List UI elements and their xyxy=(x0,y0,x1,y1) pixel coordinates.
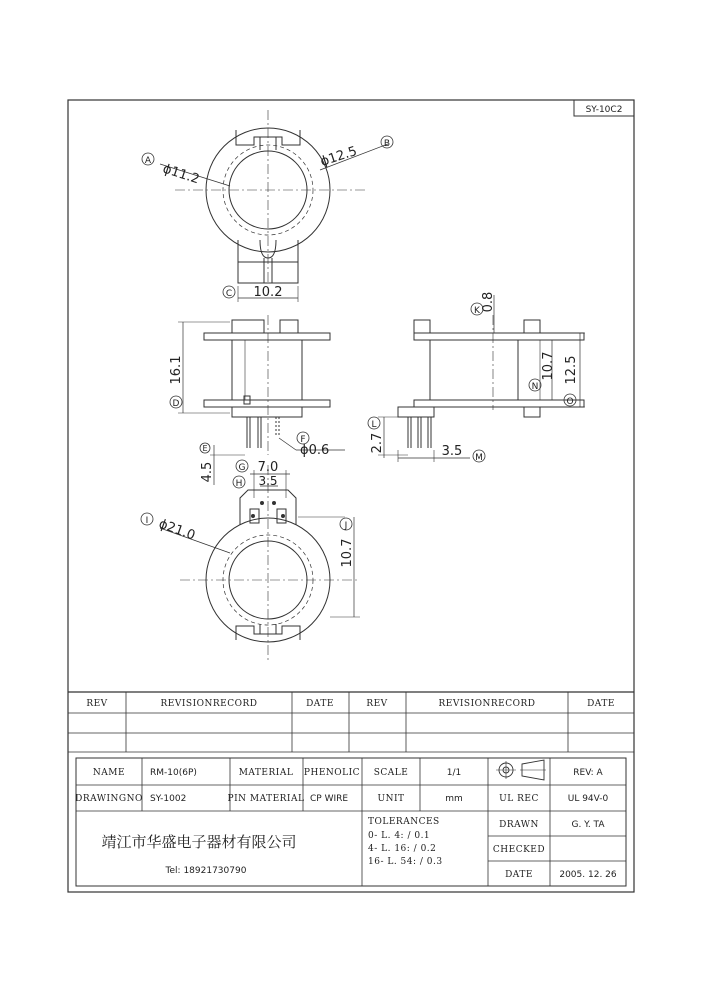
name-value: RM-10(6P) xyxy=(150,768,197,778)
tolerance-row-1: 0- L. 4: / 0.1 xyxy=(368,831,431,841)
callout-l xyxy=(368,417,385,453)
callout-n-letter: N xyxy=(531,382,539,392)
date-header-1: DATE xyxy=(306,699,334,709)
callout-a-value: ϕ11.2 xyxy=(160,161,202,188)
callout-c xyxy=(223,285,282,300)
rev-header-1: REV xyxy=(86,699,108,709)
revision-table xyxy=(68,692,634,752)
pin-material-value: CP WIRE xyxy=(310,794,349,804)
callout-b-letter: B xyxy=(383,139,391,149)
top-view xyxy=(160,110,391,302)
callout-g-letter: G xyxy=(238,463,246,473)
callout-i xyxy=(141,513,197,544)
drawingno-label: DRAWINGNO xyxy=(75,794,143,804)
scale-value: 1/1 xyxy=(446,768,462,778)
tolerances-label: TOLERANCES xyxy=(368,817,440,827)
callout-h-letter: H xyxy=(235,479,243,489)
callout-f-value: ϕ0.6 xyxy=(300,443,330,458)
ul-rec-value: UL 94V-0 xyxy=(567,794,609,804)
drawingno-value: SY-1002 xyxy=(150,794,187,804)
front-view-labels xyxy=(169,356,329,483)
drawn-label: DRAWN xyxy=(499,820,539,830)
callout-i-value: ϕ21.0 xyxy=(156,516,198,544)
revision-record-header-1: REVISIONRECORD xyxy=(160,699,258,709)
callout-i-letter: I xyxy=(145,516,149,526)
code-box-text: SY-10C2 xyxy=(585,105,623,115)
ul-rec-label: UL REC xyxy=(499,794,539,804)
callout-n-value: 10.7 xyxy=(541,351,556,381)
drawn-value: G. Y. TA xyxy=(571,820,605,830)
date-value: 2005. 12. 26 xyxy=(559,870,617,880)
unit-value: mm xyxy=(445,794,463,804)
top-view-labels xyxy=(142,136,393,300)
callout-e-value: 4.5 xyxy=(200,461,215,483)
callout-j-letter: J xyxy=(344,521,348,531)
callout-o-value: 12.5 xyxy=(564,355,579,385)
callout-j xyxy=(340,518,355,567)
projection-symbol-icon xyxy=(496,760,546,780)
callout-c-value: 10.2 xyxy=(253,285,283,300)
date-label: DATE xyxy=(505,870,533,880)
callout-a-letter: A xyxy=(144,156,152,166)
revision-record-header-2: REVISIONRECORD xyxy=(438,699,536,709)
callout-l-value: 2.7 xyxy=(370,432,385,454)
company-tel: Tel: 18921730790 xyxy=(165,866,247,876)
callout-m xyxy=(442,444,485,463)
rev-value: REV: A xyxy=(573,768,603,778)
tolerance-row-3: 16- L. 54: / 0.3 xyxy=(368,857,443,867)
unit-label: UNIT xyxy=(377,794,405,804)
callout-k-value: 0.8 xyxy=(481,291,496,313)
checked-label: CHECKED xyxy=(492,845,546,855)
name-label: NAME xyxy=(92,768,126,778)
callout-d-letter: D xyxy=(172,399,180,409)
callout-e-letter: E xyxy=(202,444,208,453)
callout-o-letter: O xyxy=(566,397,574,407)
callout-b xyxy=(319,136,393,170)
callout-h-value: 3.5 xyxy=(258,474,278,488)
callout-f-letter: F xyxy=(300,435,306,445)
callout-g xyxy=(236,460,278,475)
callout-o xyxy=(564,356,579,407)
material-label: MATERIAL xyxy=(238,768,294,778)
callout-g-value: 7.0 xyxy=(257,460,279,475)
callout-k-letter: K xyxy=(474,306,480,316)
company-name: 靖江市华盛电子器材有限公司 xyxy=(101,833,297,851)
callout-d xyxy=(169,356,184,409)
side-view-labels xyxy=(368,292,579,463)
scale-label: SCALE xyxy=(373,768,409,778)
callout-e xyxy=(200,443,215,482)
callout-b-value: ϕ12.5 xyxy=(318,143,359,170)
callout-m-value: 3.5 xyxy=(441,444,463,459)
callout-h xyxy=(233,474,278,489)
callout-d-value: 16.1 xyxy=(169,355,184,385)
callout-a xyxy=(142,153,201,187)
callout-j-value: 10.7 xyxy=(340,538,355,568)
callout-l-letter: L xyxy=(371,420,377,430)
code-box xyxy=(574,100,634,116)
tolerance-row-2: 4- L. 16: / 0.2 xyxy=(368,844,437,854)
rev-header-2: REV xyxy=(366,699,388,709)
callout-f xyxy=(297,432,329,458)
pin-material-label: PIN MATERIAL xyxy=(227,794,305,804)
date-header-2: DATE xyxy=(587,699,615,709)
callout-k xyxy=(471,292,496,316)
callout-m-letter: M xyxy=(475,453,483,463)
material-value: PHENOLIC xyxy=(303,768,361,778)
callout-c-letter: C xyxy=(225,289,233,299)
bottom-view xyxy=(160,465,360,660)
revision-table-headers xyxy=(86,699,615,709)
